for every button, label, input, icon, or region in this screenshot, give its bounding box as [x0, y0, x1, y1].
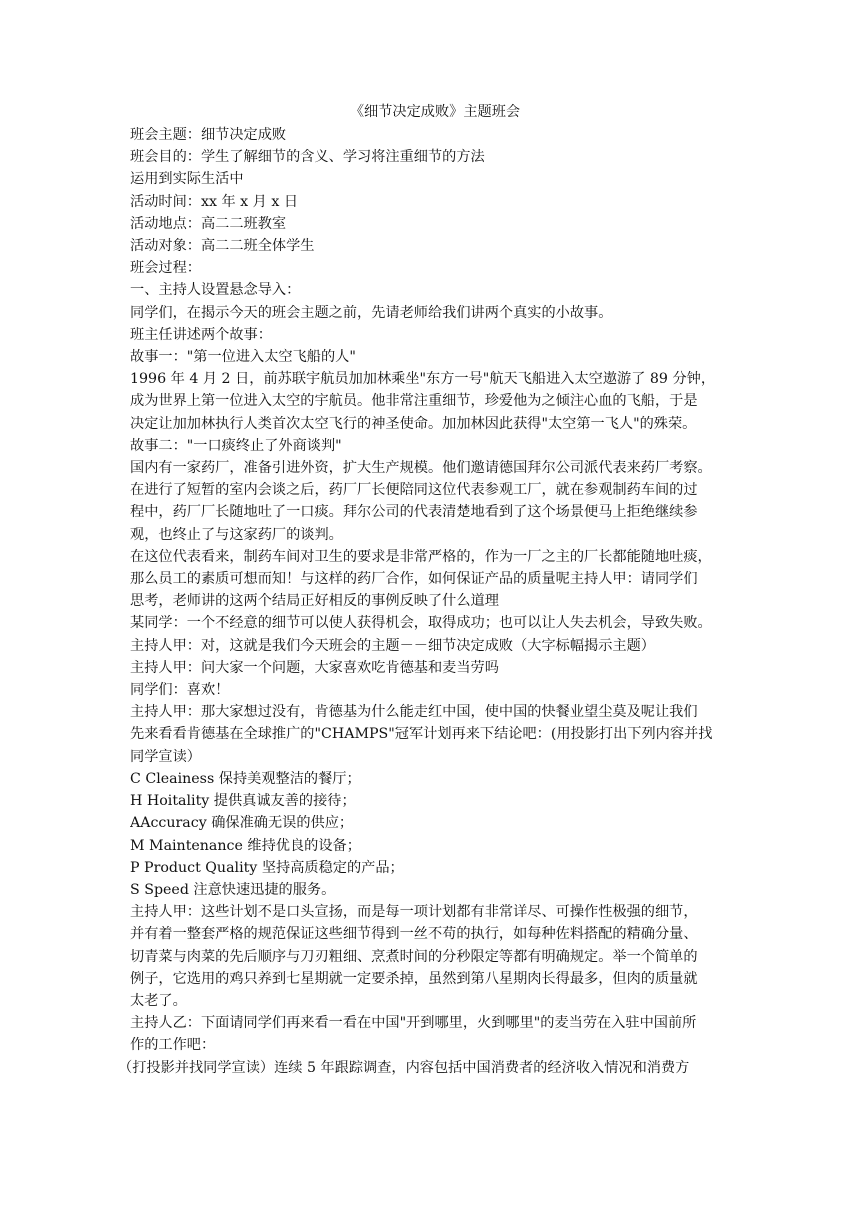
- document-line: （打投影并找同学宣读）连续 5 年跟踪调查，内容包括中国消费者的经济收入情况和消费方: [118, 1059, 690, 1076]
- document-line: 切青菜与肉菜的先后顺序与刀刃粗细、烹煮时间的分秒限定等都有明确规定。举一个简单的: [130, 948, 698, 965]
- document-line: 太老了。: [130, 992, 187, 1009]
- document-line: 班会主题：细节决定成败: [130, 127, 287, 143]
- document-line: H Hoitality 提供真诚友善的接待；: [130, 793, 356, 810]
- document-line: 思考，老师讲的这两个结局正好相反的事例反映了什么道理: [130, 593, 499, 610]
- document-line: 班会目的：学生了解细节的含义、学习将注重细节的方法: [130, 149, 485, 166]
- document-line: S Speed 注意快速迅捷的服务。: [130, 881, 336, 898]
- document-line: M Maintenance 维持优良的设备；: [130, 837, 361, 854]
- document-line: 活动地点：高二二班教室: [130, 215, 287, 232]
- document-line: 在这位代表看来，制药车间对卫生的要求是非常严格的，作为一厂之主的厂长都能随地吐痰，: [130, 548, 712, 565]
- document-line: 同学宣读）: [130, 748, 201, 765]
- document-line: 决定让加加林执行人类首次太空飞行的神圣使命。加加林因此获得"太空第一飞人"的殊荣。: [130, 415, 697, 432]
- document-line: 班主任讲述两个故事：: [130, 326, 272, 343]
- document-line: 作的工作吧：: [130, 1037, 216, 1054]
- document-line: 观，也终止了与这家药厂的谈判。: [130, 526, 343, 543]
- document-page: [118, 100, 740, 1079]
- document-line: 运用到实际生活中: [130, 171, 244, 188]
- document-body: [118, 124, 740, 1079]
- document-line: 某同学：一个不经意的细节可以使人获得机会，取得成功；也可以让人失去机会，导致失败。: [130, 615, 712, 632]
- document-line: C Cleainess 保持美观整洁的餐厅；: [130, 770, 361, 787]
- document-line: AAccuracy 确保准确无误的供应；: [130, 815, 354, 832]
- document-line: 先来看看肯德基在全球推广的"CHAMPS"冠军计划再来下结论吧：(用投影打出下列内容并找: [130, 726, 713, 743]
- document-line: 1996 年 4 月 2 日，前苏联宇航员加加林乘坐"东方一号"航天飞船进入太空遨游了 89 分钟，: [130, 371, 716, 388]
- document-line: 主持人甲：这些计划不是口头宣扬，而是每一项计划都有非常详尽、可操作性极强的细节，: [130, 904, 698, 921]
- document-line: 活动时间：xx 年 x 月 x 日: [130, 193, 299, 210]
- document-line: 那么员工的素质可想而知！与这样的药厂合作，如何保证产品的质量呢主持人甲：请同学们: [130, 571, 698, 588]
- document-line: 主持人甲：问大家一个问题，大家喜欢吃肯德基和麦当劳吗: [130, 659, 499, 676]
- document-line: 主持人乙：下面请同学们再来看一看在中国"开到哪里，火到哪里"的麦当劳在入驻中国前所: [130, 1015, 697, 1032]
- document-line: 例子，它选用的鸡只养到七星期就一定要杀掉，虽然到第八星期肉长得最多，但肉的质量就: [130, 970, 698, 987]
- document-line: 故事一："第一位进入太空飞船的人": [130, 349, 356, 366]
- document-line: 主持人甲：那大家想过没有，肯德基为什么能走红中国，使中国的快餐业望尘莫及呢让我们: [130, 704, 698, 721]
- document-line: 一、主持人设置悬念导入：: [130, 282, 301, 299]
- document-line: 故事二："一口痰终止了外商谈判": [130, 437, 342, 454]
- document-line: P Product Quality 坚持高质稳定的产品；: [130, 859, 404, 876]
- document-line: 程中，药厂厂长随地吐了一口痰。拜尔公司的代表清楚地看到了这个场景便马上拒绝继续参: [130, 504, 698, 521]
- document-title: 《细节决定成败》主题班会: [349, 104, 521, 120]
- document-line: 在进行了短暂的室内会谈之后，药厂厂长便陪同这位代表参观工厂，就在参观制药车间的过: [130, 482, 698, 499]
- document-line: 活动对象：高二二班全体学生: [130, 238, 315, 255]
- document-line: 成为世界上第一位进入太空的宇航员。他非常注重细节，珍爱他为之倾注心血的飞船，于是: [130, 393, 698, 410]
- document-line: 班会过程：: [130, 260, 201, 277]
- document-line: 同学们，在揭示今天的班会主题之前，先请老师给我们讲两个真实的小故事。: [130, 304, 613, 321]
- document-line: 主持人甲：对，这就是我们今天班会的主题－－细节决定成败（大字标幅揭示主题）: [130, 637, 655, 654]
- document-line: 同学们：喜欢！: [130, 682, 230, 699]
- document-line: 并有着一整套严格的规范保证这些细节得到一丝不苟的执行，如每种佐料搭配的精确分量、: [130, 926, 698, 943]
- document-line: 国内有一家药厂，准备引进外资，扩大生产规模。他们邀请德国拜尔公司派代表来药厂考察。: [130, 460, 712, 477]
